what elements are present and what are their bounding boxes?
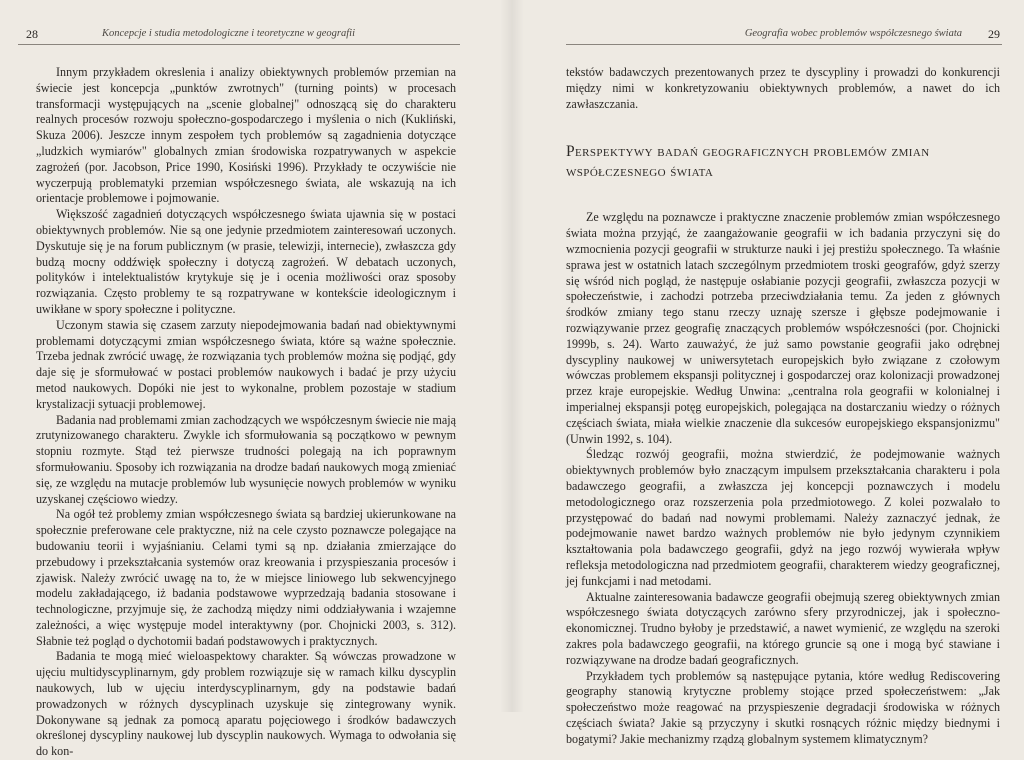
page-number-right: 29	[988, 27, 1000, 41]
running-head-left	[18, 24, 460, 45]
paragraph: Ze względu na poznawcze i praktyczne znaczenie problemów zmian współczesnego świata można przyjąć, że zaangażowanie geografii w ich badania przyczyni się do wzmocnienia pozycji geografii w strukturze nauki i jej prestiżu społecznego. Ta właśnie sprawa jest w ostatnich latach szczególnym przedmiotem troski geografów, gdyż szerzy się wśród nich pogląd, że następuje osłabianie pozycji geografii, zwłaszcza pozycji w społeczeństwie, i zachodzi potrzeba przeciwdziałania temu. Za jeden z głównych środków zmiany tego stanu rzeczy uznaję szersze i głębsze podejmowanie i rozwiązywanie przez geografię znaczących problemów współczesności (por. Chojnicki 1999b, s. 24). Warto zauważyć, że już samo powstanie geografii jako odrębnej dyscypliny naukowej w uniwersytetach europejskich było związane z czołowym wówczas problemem ekspansji politycznej i gospodarczej oraz kolonizacji prowadzonej przez kraje europejskie. Według Unwina: „centralna rola geografii w kolonialnej i imperialnej ekspansji potęg europejskich, polegająca na dostarczaniu wiedzy o różnych częściach świata, miała wielkie znaczenie dla sukcesów europejskiego ekspansjonizmu" (Unwin 1992, s. 104).	[566, 210, 1000, 446]
section-heading: Perspektywy badań geograficznych problemów zmian współczesnego świata	[566, 143, 930, 181]
paragraph: Uczonym stawia się czasem zarzuty niepodejmowania badań nad obiektywnymi problemami dotyczącymi zmian współczesnego świata, które są ważne społecznie. Trzeba jednak zwrócić uwagę, że rozwiązania tych problemów można się podjąć, gdy daje się je sformułować w postaci problemów naukowych i badać je przy użyciu metod naukowych. Dopóki nie jest to wykonalne, problem pozostaje w stadium krystalizacji sytuacji problemowej.	[36, 317, 456, 411]
running-head-right	[566, 24, 1002, 45]
paragraph: Badania te mogą mieć wieloaspektowy charakter. Są wówczas prowadzone w ujęciu multidyscyplinarnym, gdy problem rozwiązuje się w ramach kilku dyscyplin naukowych, lub w ujęciu interdyscyplinarnym, gdy na podstawie badań prowadzonych w różnych dyscyplinach uzyskuje się zintegrowany wynik. Dokonywane są jednak za pomocą aparatu pojęciowego i środków badawczych określonej dyscypliny naukowej lub dyscyplin naukowych. Wymaga to odwołania się do kon-	[36, 649, 456, 759]
paragraph: Śledząc rozwój geografii, można stwierdzić, że podejmowanie ważnych obiektywnych problemów było znaczącym impulsem przekształcania charakteru i pola badawczego geografii, a zwłaszcza jej koncepcji poznawczych i modelu metodologicznego oraz rozszerzenia pola przedmiotowego. Z kolei pozwalało to przystępować do badań nad nowymi problemami. Należy zaznaczyć jednak, że podejmowanie nawet bardzo ważnych problemów nie było jedynym czynnikiem kształtowania pola badawczego geografii, gdyż na jego rozwój wywierała wpływ refleksja metodologiczna nad przedmiotem geografii, charakterem wiedzy geograficznej, jej funkcjami i nad metodami.	[566, 447, 1000, 588]
paragraph-continued: tekstów badawczych prezentowanych przez te dyscypliny i prowadzi do konkurencji między nimi w konkretyzowaniu obiektywnych problemów, a nawet do ich zawłaszczania.	[566, 65, 1000, 111]
right-page	[518, 0, 1024, 746]
running-title-right: Geografia wobec problemów współczesnego świata	[744, 28, 962, 39]
paragraph: Większość zagadnień dotyczących współczesnego świata ujawnia się w postaci obiektywnych problemów. Nie są one jedynie przedmiotem zainteresowań uczonych. Dyskutuje się je na forum publicznym (w prasie, telewizji, internecie), zwłaszcza gdy budzą mocny oddźwięk społeczny i dotyczą zagrożeń. W debatach uczonych, polityków i intelektualistów krytykuje się je i ocenia możliwości oraz sposoby rozwiązania. Często problemy te są rozpatrywane w kontekście ideologicznym i uwikłane w spory społeczne i polityczne.	[36, 207, 456, 316]
running-title-left: Koncepcje i studia metodologiczne i teoretyczne w geografii	[102, 28, 356, 39]
page-number-left: 28	[26, 27, 38, 41]
left-page-text	[36, 65, 456, 760]
paragraph: Aktualne zainteresowania badawcze geografii obejmują szereg obiektywnych zmian współczesnego świata dotyczących zarówno sfery przyrodniczej, jak i społeczno-ekonomicznej. Trudno byłoby je przedstawić, a nawet wymienić, ze względu na szeroki zakres pola badawczego geografii, na którego gruncie są one i mogą być stawiane i rozwiązywane na drodze badań geograficznych.	[566, 589, 1000, 667]
left-page	[0, 0, 506, 759]
paragraph: Badania nad problemami zmian zachodzących we współczesnym świecie nie mają zrutynizowanego charakteru. Zwykle ich sformułowania są początkowo w pewnym stopniu rozmyte. Stąd też pierwsze trudności polegają na ich poprawnym sformułowaniu. Sposoby ich rozwiązania na drodze badań naukowych mogą zmieniać się, ze względu na mutacje problemów lub wysunięcie nowych problemów w wyniku uzyskanej częściowo wiedzy.	[36, 412, 456, 506]
right-page-text	[566, 65, 1000, 747]
paragraph: Innym przykładem okreslenia i analizy obiektywnych problemów przemian na świecie jest koncepcja „punktów zwrotnych" (turning points) w procesach transformacji występujących na „scenie globalnej" odnoszącą się do charakteru realnych procesów rozwoju społeczno-gospodarczego i myślenia o nich (Kukliński, Skuza 2006). Jeszcze innym zespołem tych problemów są zagadnienia dotyczące „ludzkich wymiarów" globalnych zmian środowiska rozpatrywanych w aspekcie zagrożeń (por. Jacobson, Price 1990, Kosiński 1996). Przykłady te oczywiście nie wyczerpują problematyki przemian współczesnego świata, ale wskazują na ich orientacje problemowe i pojmowanie.	[36, 65, 456, 206]
paragraph: Przykładem tych problemów są następujące pytania, które według Rediscovering geography stanowią krytyczne problemy stojące przed społeczeństwem: „Jak społeczeństwo może reagować na przyspieszenie degradacji środowiska w różnych częściach świata? Jakie są przyczyny i skutki rosnących różnic między biednymi i bogatymi? Jakie mechanizmy rządzą globalnym systemem klimatycznym?	[566, 668, 1000, 746]
paragraph: Na ogół też problemy zmian współczesnego świata są bardziej ukierunkowane na społecznie preferowane cele praktyczne, niż na cele czysto poznawcze polegające na budowaniu teorii i wyjaśnianiu. Celami tymi są np. działania zmierzające do przebudowy i przekształcania systemów oraz kreowania i przyspieszania procesów i zjawisk. Należy zwrócić uwagę na to, że w miejsce liniowego lub sekwencyjnego modelu zakładającego, iż badania podstawowe wyprzedzają badania stosowane i technologiczne, przyjmuje się, że zachodzą między nimi oddziaływania i wzajemne zależności, a więc występuje model interaktywny (por. Chojnicki 2003, s. 312). Słabnie też pogląd o dychotomii badań podstawowych i praktycznych.	[36, 507, 456, 648]
